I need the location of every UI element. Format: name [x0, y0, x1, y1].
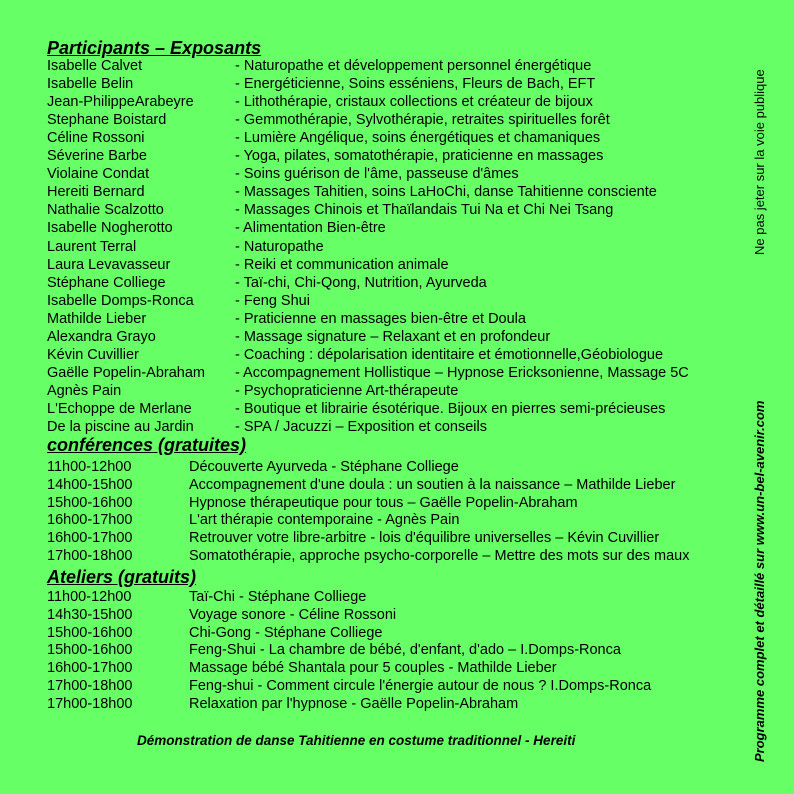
atelier-row-description: Relaxation par l'hypnose - Gaëlle Popelin-Abraham	[189, 695, 519, 712]
participant-row-description: - Feng Shui	[235, 292, 310, 309]
participant-row-name: Mathilde Lieber	[47, 310, 147, 327]
participant-row-description: - Gemmothérapie, Sylvothérapie, retraites spirituelles forêt	[235, 112, 610, 129]
atelier-row-time: 16h00-17h00	[47, 660, 133, 677]
participant-row-name: Kévin Cuvillier	[47, 346, 139, 363]
atelier-row-description: Taï-Chi - Stéphane Colliege	[189, 589, 367, 605]
participant-row-description: - Naturopathe et développement personnel énergétique	[235, 58, 592, 74]
conference-row-description: Retrouver votre libre-arbitre - lois d'équilibre universelles – Kévin Cuvillier	[189, 530, 660, 547]
participant-row-description: - Boutique et librairie ésotérique. Bijoux en pierres semi-précieuses	[235, 400, 666, 417]
participant-row-description: - Reiki et communication animale	[235, 256, 449, 273]
atelier-row-time: 11h00-12h00	[47, 589, 132, 605]
participant-row-description: - Taï-chi, Chi-Qong, Nutrition, Ayurveda	[235, 274, 487, 291]
participant-row-name: Séverine Barbe	[47, 148, 147, 165]
participant-row-name: Agnès Pain	[47, 382, 122, 399]
conference-row-description: Découverte Ayurveda - Stéphane Colliege	[189, 459, 459, 475]
conference-row-time: 14h00-15h00	[47, 476, 133, 493]
atelier-row-description: Feng-Shui - La chambre de bébé, d'enfant, d'ado – I.Domps-Ronca	[189, 642, 621, 659]
participant-row-name: Isabelle Domps-Ronca	[47, 292, 194, 309]
atelier-row-description: Feng-shui - Comment circule l'énergie autour de nous ? I.Domps-Ronca	[189, 678, 652, 694]
participant-row-name: Isabelle Nogherotto	[47, 220, 173, 237]
participant-row-description: - Lumière Angélique, soins énergétiques et chamaniques	[235, 130, 601, 147]
atelier-row-description: Chi-Gong - Stéphane Colliege	[189, 624, 383, 641]
participant-row-name: Isabelle Calvet	[47, 58, 143, 74]
conference-row-description: L'art thérapie contemporaine - Agnès Pain	[189, 512, 460, 529]
participant-row-description: - SPA / Jacuzzi – Exposition et conseils	[235, 419, 487, 435]
participant-row-name: Isabelle Belin	[47, 76, 134, 93]
ateliers-heading: Ateliers (gratuits)	[47, 567, 197, 587]
participant-row-name: Céline Rossoni	[47, 130, 145, 147]
participant-row-description: - Massage signature – Relaxant et en profondeur	[235, 328, 551, 345]
participant-row-name: Nathalie Scalzotto	[47, 202, 164, 219]
participant-row-description: - Naturopathe	[235, 238, 324, 255]
participant-row-name: Violaine Condat	[47, 166, 150, 183]
participant-row-name: Alexandra Grayo	[47, 328, 156, 345]
participant-row-description: - Soins guérison de l'âme, passeuse d'âmes	[235, 166, 519, 183]
conference-row-time: 15h00-16h00	[47, 494, 133, 511]
participant-row-description: - Praticienne en massages bien-être et Doula	[235, 310, 526, 327]
participant-row-description: - Accompagnement Hollistique – Hypnose Ericksonienne, Massage 5C	[235, 364, 689, 381]
atelier-row-description: Massage bébé Shantala pour 5 couples - Mathilde Lieber	[189, 660, 557, 677]
atelier-row-description: Voyage sonore - Céline Rossoni	[189, 606, 397, 623]
participant-row-description: - Lithothérapie, cristaux collections et créateur de bijoux	[235, 94, 593, 111]
conference-row-description: Accompagnement d'une doula : un soutien à la naissance – Mathilde Lieber	[189, 476, 676, 493]
atelier-row-time: 17h00-18h00	[47, 695, 133, 712]
conferences-heading: conférences (gratuites)	[47, 435, 247, 455]
participant-row-description: - Alimentation Bien-être	[235, 220, 386, 237]
atelier-row-time: 14h30-15h00	[47, 606, 133, 623]
participant-row-description: - Massages Tahitien, soins LaHoChi, danse Tahitienne consciente	[235, 184, 657, 201]
participant-row-description: - Coaching : dépolarisation identitaire et émotionnelle,Géobiologue	[235, 346, 664, 363]
participant-row-description: - Energéticienne, Soins esséniens, Fleurs de Bach, EFT	[235, 76, 596, 93]
conference-row-description: Somatothérapie, approche psycho-corporelle – Mettre des mots sur des maux	[189, 548, 690, 564]
conference-row-time: 11h00-12h00	[47, 459, 132, 475]
atelier-row-time: 15h00-16h00	[47, 642, 133, 659]
participant-row-name: Jean-PhilippeArabeyre	[47, 94, 194, 111]
participant-row-name: Hereiti Bernard	[47, 184, 145, 201]
participant-row-name: De la piscine au Jardin	[47, 419, 194, 435]
participants-heading: Participants – Exposants	[47, 38, 262, 58]
conference-row-time: 16h00-17h00	[47, 530, 133, 547]
participant-row-name: Laura Levavasseur	[47, 256, 171, 273]
participant-row-name: Stephane Boistard	[47, 112, 167, 129]
demonstration-line: Démonstration de danse Tahitienne en costume traditionnel - Hereiti	[137, 733, 576, 748]
conference-row-time: 17h00-18h00	[47, 548, 133, 564]
participant-row-description: - Massages Chinois et Thaïlandais Tui Na et Chi Nei Tsang	[235, 202, 614, 219]
participant-row-description: - Psychopraticienne Art-thérapeute	[235, 382, 459, 399]
participant-row-name: L'Echoppe de Merlane	[47, 400, 192, 417]
conference-row-description: Hypnose thérapeutique pour tous – Gaëlle Popelin-Abraham	[189, 494, 578, 511]
atelier-row-time: 15h00-16h00	[47, 624, 133, 641]
conference-row-time: 16h00-17h00	[47, 512, 133, 529]
disposal-notice: Ne pas jeter sur la voie publique	[752, 69, 767, 255]
program-website-notice: Programme complet et détaillé sur www.un-bel-avenir.com	[752, 400, 767, 762]
atelier-row-time: 17h00-18h00	[47, 678, 133, 694]
participant-row-name: Stéphane Colliege	[47, 274, 166, 291]
participant-row-name: Laurent Terral	[47, 238, 137, 255]
participant-row-description: - Yoga, pilates, somatothérapie, praticienne en massages	[235, 148, 604, 165]
participant-row-name: Gaëlle Popelin-Abraham	[47, 364, 205, 381]
